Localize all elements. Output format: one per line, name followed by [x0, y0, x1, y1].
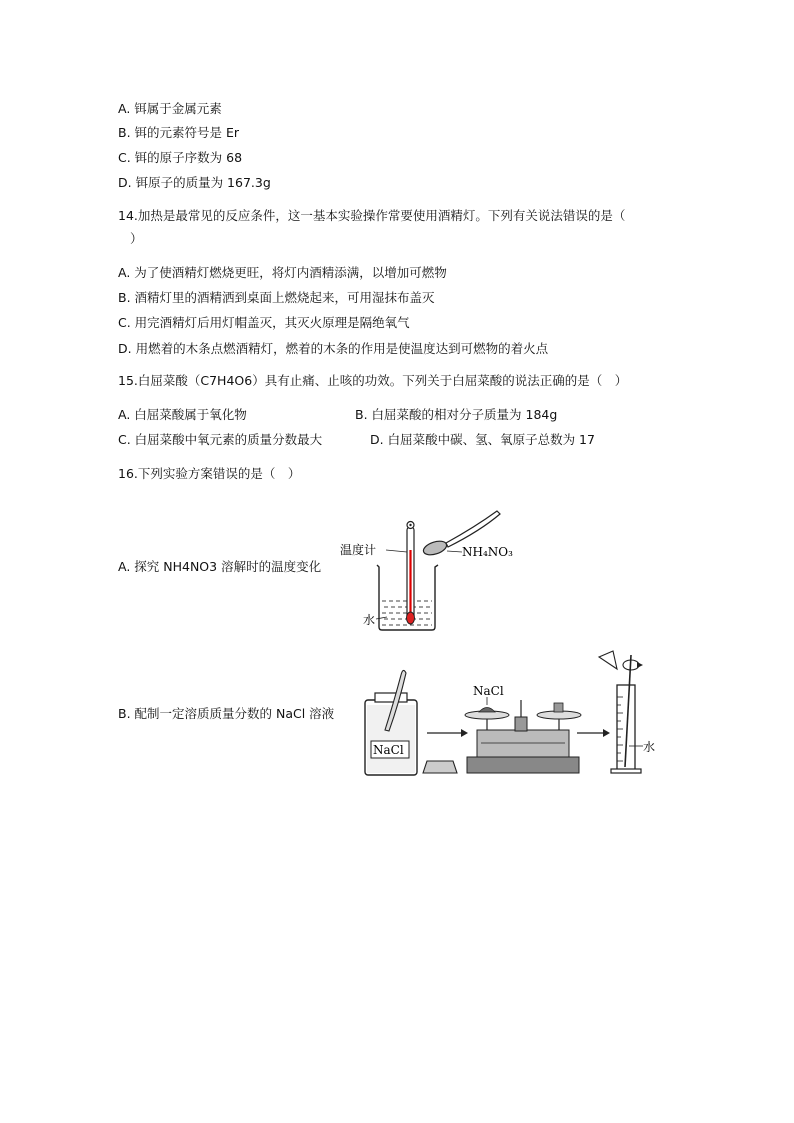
q15-option-b: B. 白屈菜酸的相对分子质量为 184g — [355, 407, 558, 422]
q13-option-a: A. 铒属于金属元素 — [118, 101, 222, 116]
q15-option-d: D. 白屈菜酸中碳、氢、氧原子总数为 17 — [370, 432, 595, 447]
q13-option-d: D. 铒原子的质量为 167.3g — [118, 175, 271, 190]
q16-option-a-label: A. 探究 NH4NO3 溶解时的温度变化 — [118, 559, 322, 574]
q16-option-b-label: B. 配制一定溶质质量分数的 NaCl 溶液 — [118, 706, 335, 721]
q16-stem: 16.下列实验方案错误的是（ ） — [118, 466, 301, 481]
water-label-a: 水 — [363, 613, 376, 627]
q14-option-b: B. 酒精灯里的酒精洒到桌面上燃烧起来，可用湿抹布盖灭 — [118, 290, 435, 305]
q13-option-b: B. 铒的元素符号是 Er — [118, 125, 240, 140]
q14-option-c: C. 用完酒精灯后用灯帽盖灭，其灭火原理是隔绝氧气 — [118, 315, 410, 330]
q13-option-c: C. 铒的原子序数为 68 — [118, 150, 243, 165]
thermometer-label: 温度计 — [340, 543, 377, 557]
q14-option-d: D. 用燃着的木条点燃酒精灯，燃着的木条的作用是使温度达到可燃物的着火点 — [118, 341, 549, 356]
q15-option-c: C. 白屈菜酸中氧元素的质量分数最大 — [118, 432, 323, 447]
q15-option-a: A. 白屈菜酸属于氧化物 — [118, 407, 247, 422]
q14-stem: 14.加热是最常见的反应条件，这一基本实验操作常要使用酒精灯。下列有关说法错误的是（ — [118, 208, 626, 223]
q14-stem-continued: ） — [130, 231, 143, 246]
jar-label: NaCl — [373, 743, 404, 757]
q15-stem: 15.白屈菜酸（C7H4O6）具有止痛、止咳的功效。下列关于白屈菜酸的说法正确的是（ ） — [118, 373, 628, 388]
figure-a-dissolving-setup — [335, 505, 535, 635]
figure-b-solution-prep — [355, 645, 655, 780]
reagent-label: NH₄NO₃ — [462, 545, 513, 559]
water-label-b: 水 — [643, 740, 655, 754]
balance-label: NaCl — [473, 684, 504, 698]
q14-option-a: A. 为了使酒精灯燃烧更旺，将灯内酒精添满，以增加可燃物 — [118, 265, 447, 280]
